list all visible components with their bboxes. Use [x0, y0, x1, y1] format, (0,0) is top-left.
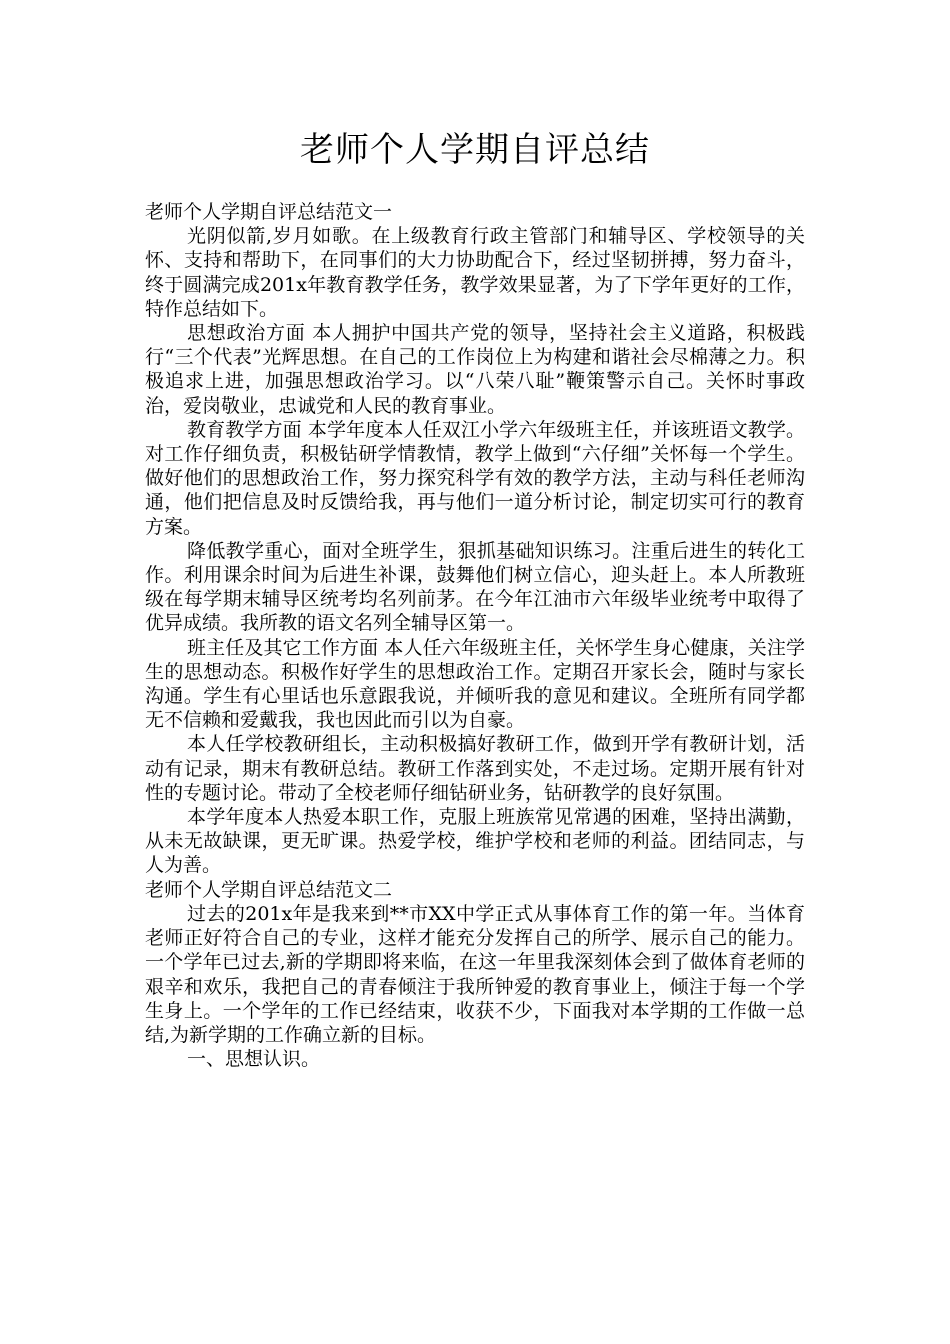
section-heading-2: 老师个人学期自评总结范文二	[145, 878, 393, 901]
paragraph: 本学年度本人热爱本职工作，克服上班族常见常遇的困难，坚持出满勤，从未无故缺课，更无旷课。热爱学校，维护学校和老师的利益。团结同志，与人为善。	[145, 806, 805, 877]
document-title: 老师个人学期自评总结	[300, 130, 650, 170]
paragraph: 一、思想认识。	[187, 1048, 321, 1071]
paragraph: 教育教学方面 本学年度本人任双江小学六年级班主任，并该班语文教学。对工作仔细负责，积极钻研学情教情，教学上做到“六仔细”关怀每一个学生。做好他们的思想政治工作，努力探究科学有效的教学方法，主动与科任老师沟通，他们把信息及时反馈给我，再与他们一道分析讨论，制定切实可行的教育方案。	[145, 418, 805, 538]
document-body	[145, 200, 805, 1071]
paragraph: 过去的201x年是我来到**市XX中学正式从事体育工作的第一年。当体育老师正好符合自己的专业，这样才能充分发挥自己的所学、展示自己的能力。一个学年已过去,新的学期即将来临，在这一年里我深刻体会到了做体育老师的艰辛和欢乐，我把自己的青春倾注于我所钟爱的教育事业上，倾注于每一个学生身上。一个学年的工作已经结束，收获不少，下面我对本学期的工作做一总结,为新学期的工作确立新的目标。	[145, 902, 805, 1046]
paragraph: 本人任学校教研组长，主动积极搞好教研工作，做到开学有教研计划，活动有记录，期末有教研总结。教研工作落到实处，不走过场。定期开展有针对性的专题讨论。带动了全校老师仔细钻研业务，钻研教学的良好氛围。	[145, 733, 805, 804]
paragraph: 思想政治方面 本人拥护中国共产党的领导，坚持社会主义道路，积极践行“三个代表”光辉思想。在自己的工作岗位上为构建和谐社会尽棉薄之力。积极追求上进，加强思想政治学习。以“八荣八耻”鞭策警示自己。关怀时事政治，爱岗敬业，忠诚党和人民的教育事业。	[145, 322, 805, 417]
paragraph: 光阴似箭,岁月如歌。在上级教育行政主管部门和辅导区、学校领导的关怀、支持和帮助下，在同事们的大力协助配合下，经过坚韧拼搏，努力奋斗，终于圆满完成201x年教育教学任务，教学效果显著，为了下学年更好的工作，特作总结如下。	[145, 225, 805, 320]
paragraph: 班主任及其它工作方面 本人任六年级班主任，关怀学生身心健康，关注学生的思想动态。积极作好学生的思想政治工作。定期召开家长会，随时与家长沟通。学生有心里话也乐意跟我说，并倾听我的意见和建议。全班所有同学都无不信赖和爱戴我，我也因此而引以为自豪。	[145, 636, 805, 732]
section-heading-1: 老师个人学期自评总结范文一	[145, 201, 393, 223]
paragraph: 降低教学重心，面对全班学生，狠抓基础知识练习。注重后进生的转化工作。利用课余时间为后进生补课，鼓舞他们树立信心，迎头赶上。本人所教班级在每学期末辅导区统考均名列前茅。在今年江油市六年级毕业统考中取得了优异成绩。我所教的语文名列全辅导区第一。	[145, 539, 805, 635]
